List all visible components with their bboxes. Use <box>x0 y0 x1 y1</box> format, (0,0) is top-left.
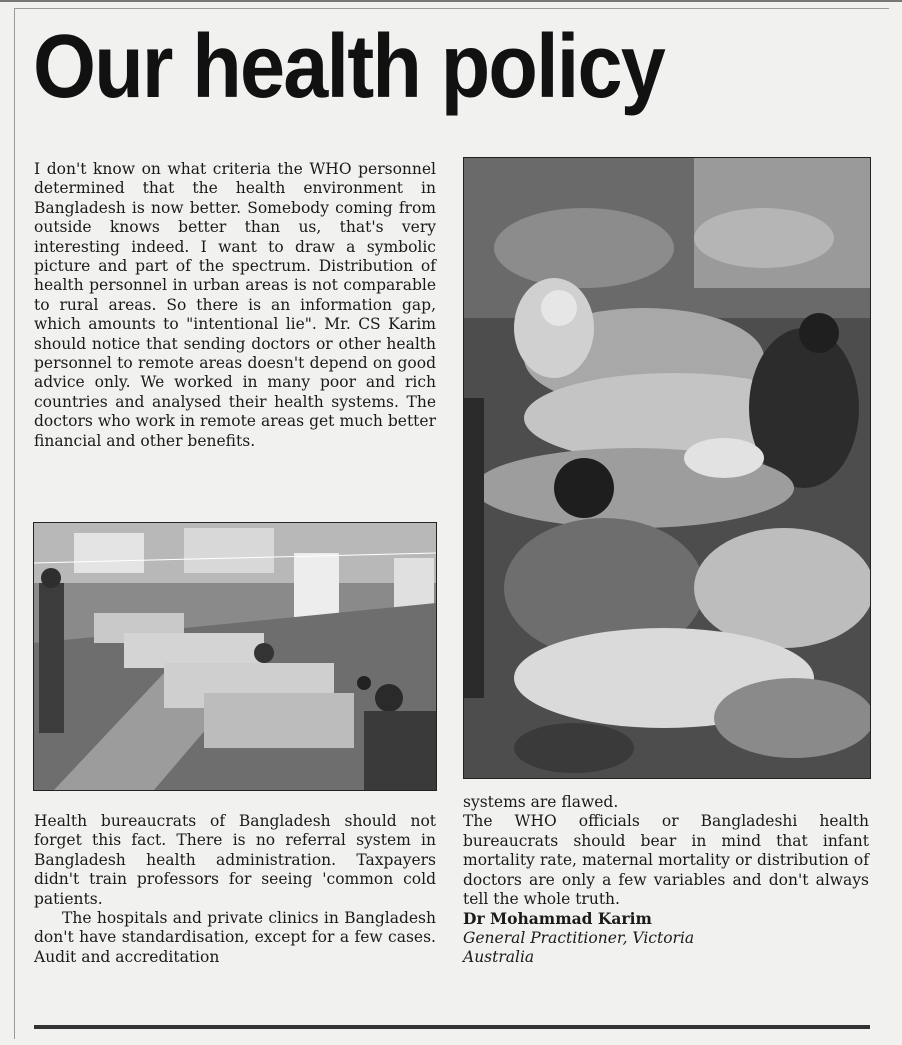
headline: Our health policy <box>33 17 665 117</box>
body-paragraph: I don't know on what criteria the WHO personnel determined that the health environment in Bangladesh is now better. Somebody coming from outside knows better than us, that's very interesting indeed. I want to draw a symbolic picture and part of the spectrum. Distribution of health personnel in urban areas is not comparable to rural areas. So there is an information gap, which amounts to "intentional lie". Mr. CS Karim should notice that sending doctors or other health personnel to remote areas doesn't depend on good advice only. We worked in many poor and rich countries and analysed their health systems. The doctors who work in remote areas get much better financial and other benefits. <box>34 160 436 450</box>
body-paragraph: Health bureaucrats of Bangladesh should not forget this fact. There is no referral system in Bangladesh health administration. Taxpayers didn't train professors for seeing 'common cold patients. <box>34 812 436 908</box>
crowded-patients-photo <box>463 157 871 779</box>
body-paragraph: The WHO officials or Bangladeshi health bureaucrats should bear in mind that infant mortality rate, maternal mortality or distribution of doctors are only a few variables and don't always tell the whole truth. <box>463 812 869 909</box>
signature-location: Australia <box>463 948 535 967</box>
column-1 <box>34 160 436 451</box>
signature-role: General Practitioner, Victoria <box>463 928 695 947</box>
column-3 <box>463 793 869 968</box>
body-paragraph: systems are flawed. <box>463 793 619 811</box>
crowded-patients-photo-image <box>464 158 870 778</box>
signature-name: Dr Mohammad Karim <box>463 909 652 929</box>
column-2 <box>34 812 436 967</box>
body-paragraph: The hospitals and private clinics in Bangladesh don't have standardisation, except for a few cases. Audit and accreditation <box>34 909 436 966</box>
top-border <box>0 0 902 2</box>
bottom-rule <box>34 1025 870 1029</box>
hospital-ward-photo <box>33 522 437 791</box>
hospital-ward-photo-image <box>34 523 436 790</box>
